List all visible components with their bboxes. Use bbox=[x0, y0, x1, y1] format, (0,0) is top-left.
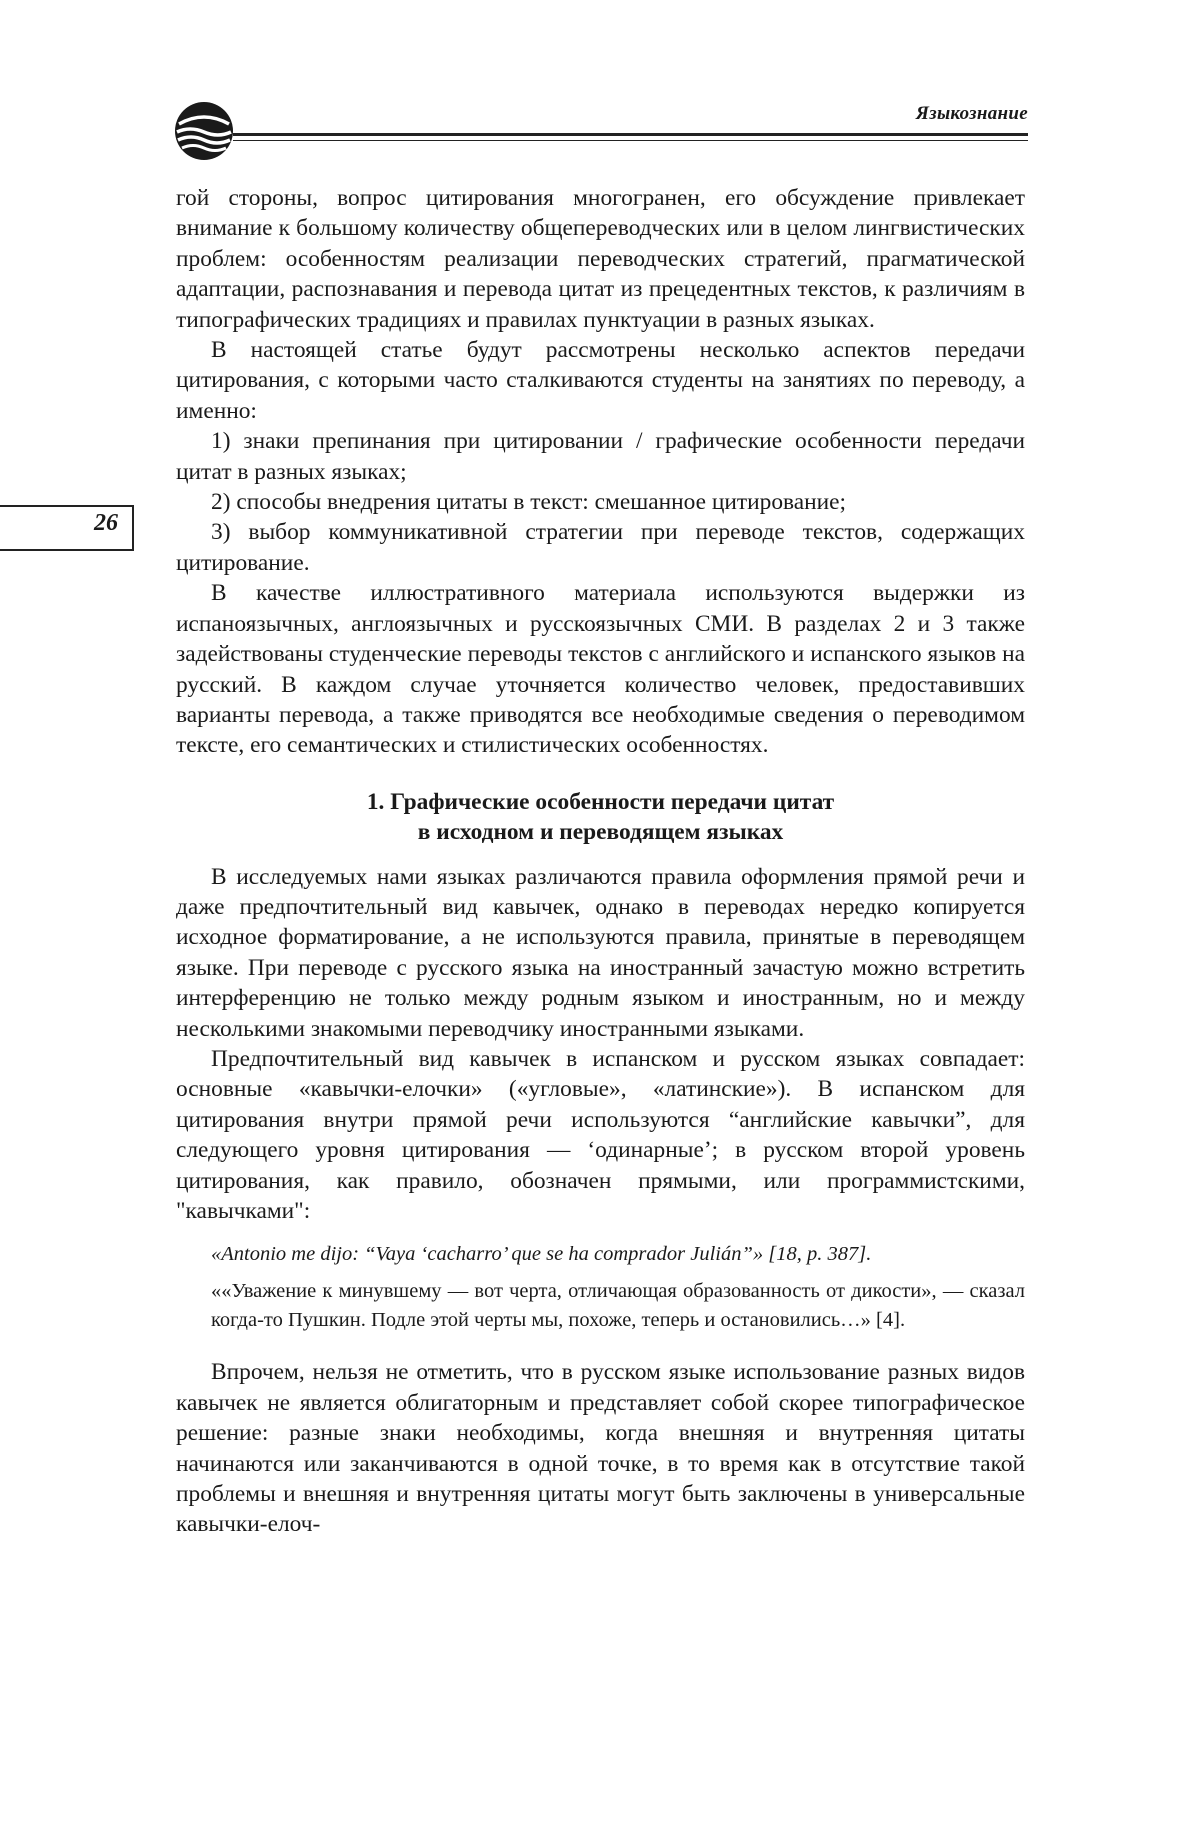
paragraph-aspects-intro: В настоящей статье будут рассмотрены несколько аспектов передачи цитирования, с которыми часто сталкиваются студенты на занятиях по переводу, а именно: bbox=[176, 337, 1025, 424]
quote-example-russian: ««Уважение к минувшему — вот черта, отличающая образованность от дикости», — сказал когда-то Пушкин. Подле этой черты мы, похоже, теперь и остановились…» [4]. bbox=[211, 1280, 1025, 1332]
header-rule-thick bbox=[233, 133, 1028, 136]
quote-examples bbox=[211, 1240, 1025, 1335]
header-rule-thin bbox=[233, 140, 1028, 141]
article-body bbox=[176, 183, 1025, 1540]
page-number: 26 bbox=[94, 510, 118, 536]
journal-logo-icon bbox=[173, 100, 235, 162]
paragraph-typographic-decision: Впрочем, нельзя не отметить, что в русском языке использование разных видов кавычек не является облигаторным и представляет собой скорее типографическое решение: разные знаки необходимы, когда внешняя и внутренняя цитаты начинаются или заканчиваются в одной точке, в то время как в отсутствие такой проблемы и внешняя и внутренняя цитаты могут быть заключены в универсальные кавычки-елоч- bbox=[176, 1359, 1025, 1538]
list-item-1: 1) знаки препинания при цитировании / графические особенности передачи цитат в разных языках; bbox=[176, 428, 1025, 485]
list-item-3: 3) выбор коммуникативной стратегии при переводе текстов, содержащих цитирование. bbox=[176, 519, 1025, 576]
page-header bbox=[173, 95, 1028, 165]
paragraph-quote-rules: В исследуемых нами языках различаются правила оформления прямой речи и даже предпочтительный вид кавычек, однако в переводах нередко копируется исходное форматирование, а не используются правила, принятые в переводящем языке. При переводе с русского языка на иностранный зачастую можно встретить интерференцию не только между родным языком и иностранным, но и между несколькими знакомыми переводчику иностранными языками. bbox=[176, 863, 1025, 1042]
paragraph-continuation: гой стороны, вопрос цитирования многогранен, его обсуждение привлекает внимание к большому количеству общепереводческих или в целом лингвистических проблем: особенностям реализации переводческих стратегий, прагматической адаптации, распознавания и перевода цитат из прецедентных текстов, к различиям в типографических традициях и правилах пунктуации в разных языках. bbox=[176, 185, 1025, 333]
list-item-2: 2) способы внедрения цитаты в текст: смешанное цитирование; bbox=[211, 489, 847, 516]
section-heading-line-1: 1. Графические особенности передачи цитат bbox=[366, 788, 835, 815]
section-heading bbox=[176, 787, 1025, 848]
paragraph-quote-types: Предпочтительный вид кавычек в испанском и русском языках совпадает: основные «кавычки-елочки» («угловые», «латинские»). В испанском для цитирования внутри прямой речи используются “английские кавычки”, для следующего уровня цитирования — ‘одинарные’; в русском второй уровень цитирования, как правило, обозначен прямыми, или программистскими, "кавычками": bbox=[176, 1045, 1025, 1224]
paragraph-materials: В качестве иллюстративного материала используются выдержки из испаноязычных, англоязычных и русскоязычных СМИ. В разделах 2 и 3 также задействованы студенческие переводы текстов с английского и испанского языков на русский. В каждом случае уточняется количество человек, предоставивших варианты перевода, а также приводятся все необходимые сведения о переводимом тексте, его семантических и стилистических особенностях. bbox=[176, 580, 1025, 759]
section-heading-line-2: в исходном и переводящем языках bbox=[417, 819, 784, 846]
quote-example-spanish: «Antonio me dijo: “Vaya ‘cacharro’ que se ha comprador Julián”» [18, p. 387]. bbox=[211, 1243, 872, 1266]
running-head: Языкознание bbox=[915, 103, 1028, 124]
